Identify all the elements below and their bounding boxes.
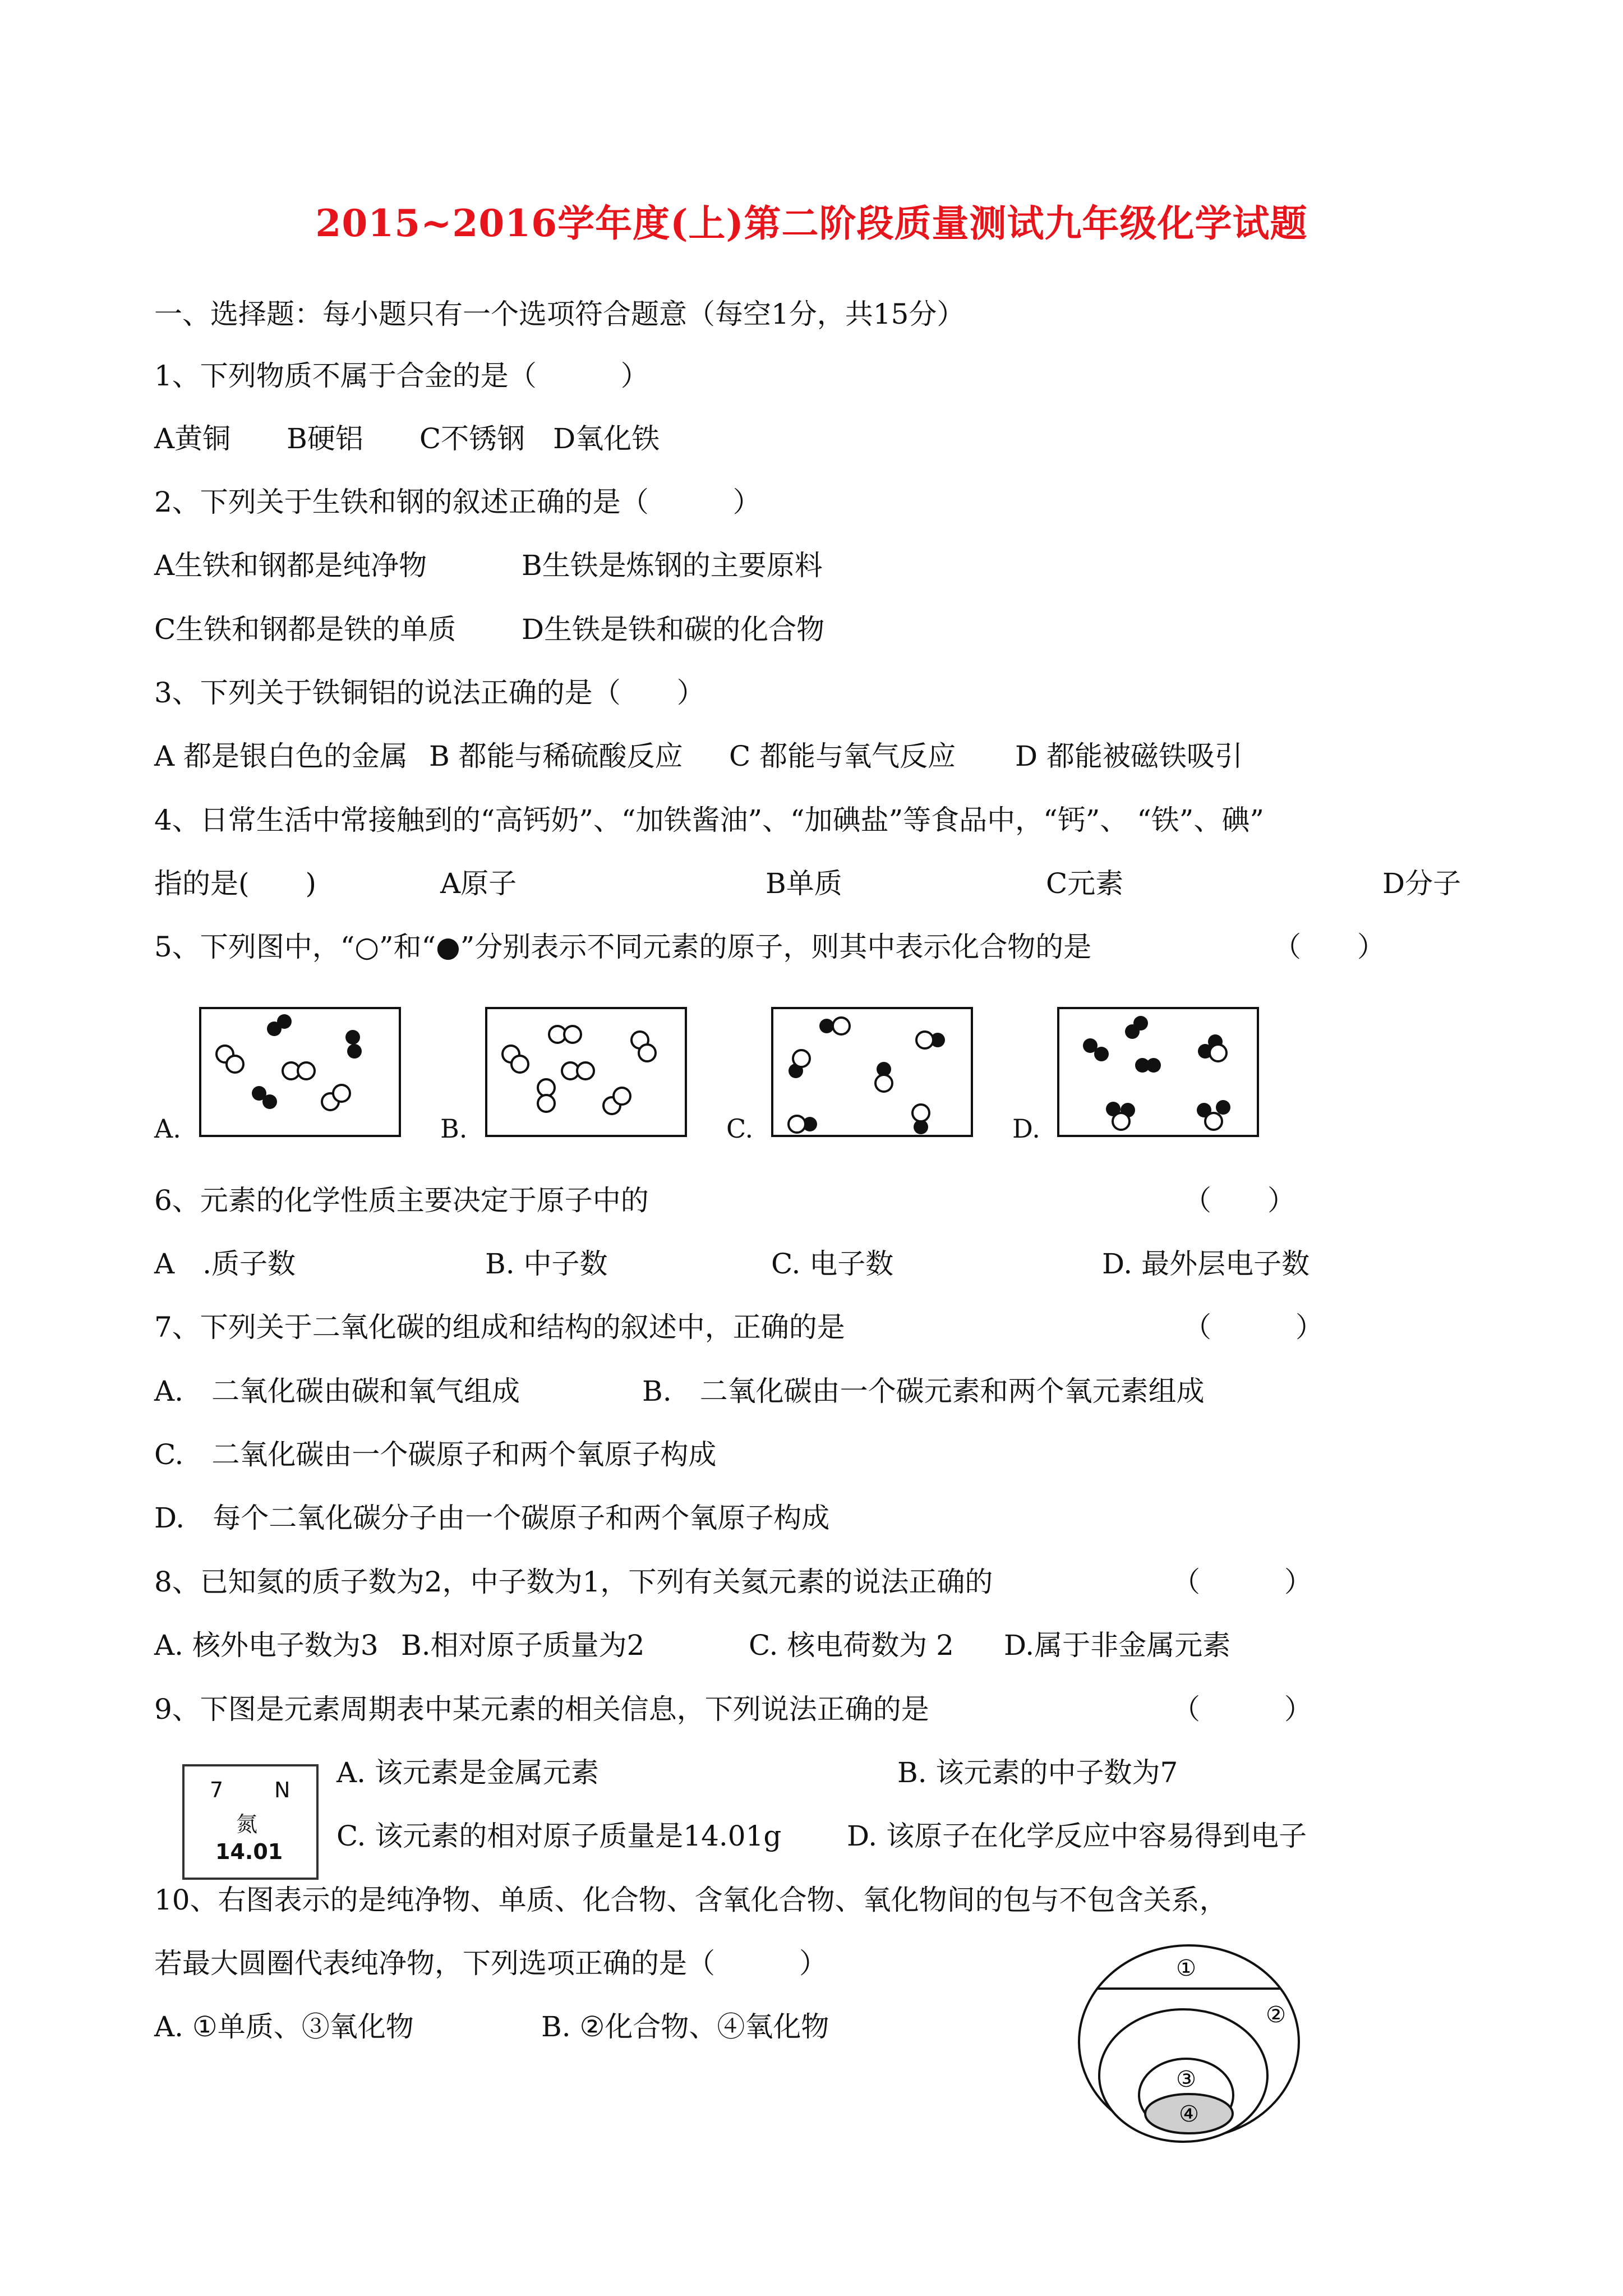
q5-diagram-a — [199, 1007, 401, 1137]
q7-stem: 7、下列关于二氧化碳的组成和结构的叙述中，正确的是 — [154, 1311, 845, 1343]
q5-label-d: D. — [1012, 1114, 1040, 1144]
q7-option-b: B. 二氧化碳由一个碳元素和两个氧元素组成 — [642, 1375, 1205, 1407]
q7-paren: （ ） — [1183, 1311, 1324, 1343]
section-heading: 一、选择题：每小题只有一个选项符合题意（每空1分，共15分） — [154, 298, 965, 330]
q3-option-c: C 都能与氧气反应 — [729, 740, 956, 772]
q5-label-a: A. — [154, 1114, 181, 1144]
q4-option-d: D分子 — [1382, 867, 1461, 900]
q3-option-b: B 都能与稀硫酸反应 — [429, 740, 683, 772]
q6-paren: （ ） — [1183, 1184, 1295, 1217]
q2-option-a: A生铁和钢都是纯净物 — [154, 549, 427, 582]
q8-option-c: C. 核电荷数为 2 — [749, 1629, 954, 1662]
q5-label-b: B. — [440, 1114, 468, 1144]
q9-option-d: D. 该原子在化学反应中容易得到电子 — [847, 1820, 1307, 1852]
q1-stem: 1、下列物质不属于合金的是（ ） — [154, 360, 649, 392]
q6-option-b: B. 中子数 — [485, 1248, 608, 1280]
q5-diagram-c — [771, 1007, 973, 1137]
q9-paren: （ ） — [1172, 1693, 1312, 1726]
q8-paren: （ ） — [1172, 1566, 1312, 1598]
q5-diagram-b — [485, 1007, 687, 1137]
label-1: ① — [1176, 1955, 1196, 1981]
q7-option-d: D. 每个二氧化碳分子由一个碳原子和两个氧原子构成 — [154, 1502, 830, 1534]
q4-option-a: A原子 — [440, 867, 517, 900]
q3-stem: 3、下列关于铁铜铝的说法正确的是（ ） — [154, 677, 705, 709]
element-name: 氮 — [236, 1812, 258, 1837]
q5-paren: （ ） — [1273, 931, 1385, 963]
q2-option-b: B生铁是炼钢的主要原料 — [522, 549, 823, 582]
q9-option-a: A. 该元素是金属元素 — [336, 1756, 599, 1789]
q1-options: A黄铜 B硬铝 C不锈钢 D氧化铁 — [154, 422, 660, 455]
q7-option-a: A. 二氧化碳由碳和氧气组成 — [154, 1375, 520, 1407]
q8-option-b: B.相对原子质量为2 — [401, 1629, 645, 1662]
element-tile-nitrogen — [182, 1764, 319, 1880]
q6-stem: 6、元素的化学性质主要决定于原子中的 — [154, 1184, 649, 1217]
q10-stem-line2: 若最大圆圈代表纯净物，下列选项正确的是（ ） — [154, 1947, 827, 1980]
q2-option-d: D生铁是铁和碳的化合物 — [522, 613, 825, 646]
label-2: ② — [1266, 2002, 1286, 2028]
q6-option-d: D. 最外层电子数 — [1102, 1248, 1310, 1280]
q3-option-d: D 都能被磁铁吸引 — [1015, 740, 1243, 772]
q10-option-a: A. ①单质、③氧化物 — [154, 2010, 414, 2043]
q3-option-a: A 都是银白色的金属 — [154, 740, 408, 772]
element-number: 7 — [210, 1778, 224, 1802]
q5-label-c: C. — [726, 1114, 754, 1144]
q2-option-c: C生铁和钢都是铁的单质 — [154, 613, 457, 646]
q10-stem-line1: 10、右图表示的是纯净物、单质、化合物、含氧化合物、氧化物间的包与不包含关系， — [154, 1884, 1228, 1916]
label-4: ④ — [1179, 2101, 1199, 2127]
q8-option-d: D.属于非金属元素 — [1004, 1629, 1231, 1662]
q9-stem: 9、下图是元素周期表中某元素的相关信息，下列说法正确的是 — [154, 1693, 929, 1726]
element-mass: 14.01 — [215, 1839, 283, 1864]
q6-option-a: A .质子数 — [154, 1248, 296, 1280]
q4-option-c: C元素 — [1046, 867, 1124, 900]
q9-option-c: C. 该元素的相对原子质量是14.01g — [336, 1820, 782, 1852]
q5-stem: 5、下列图中，“○”和“●”分别表示不同元素的原子，则其中表示化合物的是 — [154, 931, 1092, 963]
q8-option-a: A. 核外电子数为3 — [154, 1629, 379, 1662]
q4-lead: 指的是( ) — [154, 867, 317, 900]
q6-option-c: C. 电子数 — [771, 1248, 894, 1280]
q4-stem: 4、日常生活中常接触到的“高钙奶”、“加铁酱油”、“加碘盐”等食品中，“钙”、 “铁”、碘” — [154, 804, 1264, 836]
inclusion-circles-diagram — [1071, 1935, 1307, 2148]
q7-option-c: C. 二氧化碳由一个碳原子和两个氧原子构成 — [154, 1438, 717, 1471]
q2-stem: 2、下列关于生铁和钢的叙述正确的是（ ） — [154, 486, 761, 518]
label-3: ③ — [1176, 2067, 1196, 2092]
page-title: 2015~2016学年度(上)第二阶段质量测试九年级化学试题 — [315, 201, 1308, 245]
element-symbol: N — [274, 1778, 291, 1802]
q8-stem: 8、已知氦的质子数为2，中子数为1，下列有关氦元素的说法正确的 — [154, 1566, 993, 1598]
q9-option-b: B. 该元素的中子数为7 — [897, 1756, 1178, 1789]
q4-option-b: B单质 — [766, 867, 842, 900]
q5-diagram-d — [1057, 1007, 1259, 1137]
q10-option-b: B. ②化合物、④氧化物 — [541, 2010, 829, 2043]
